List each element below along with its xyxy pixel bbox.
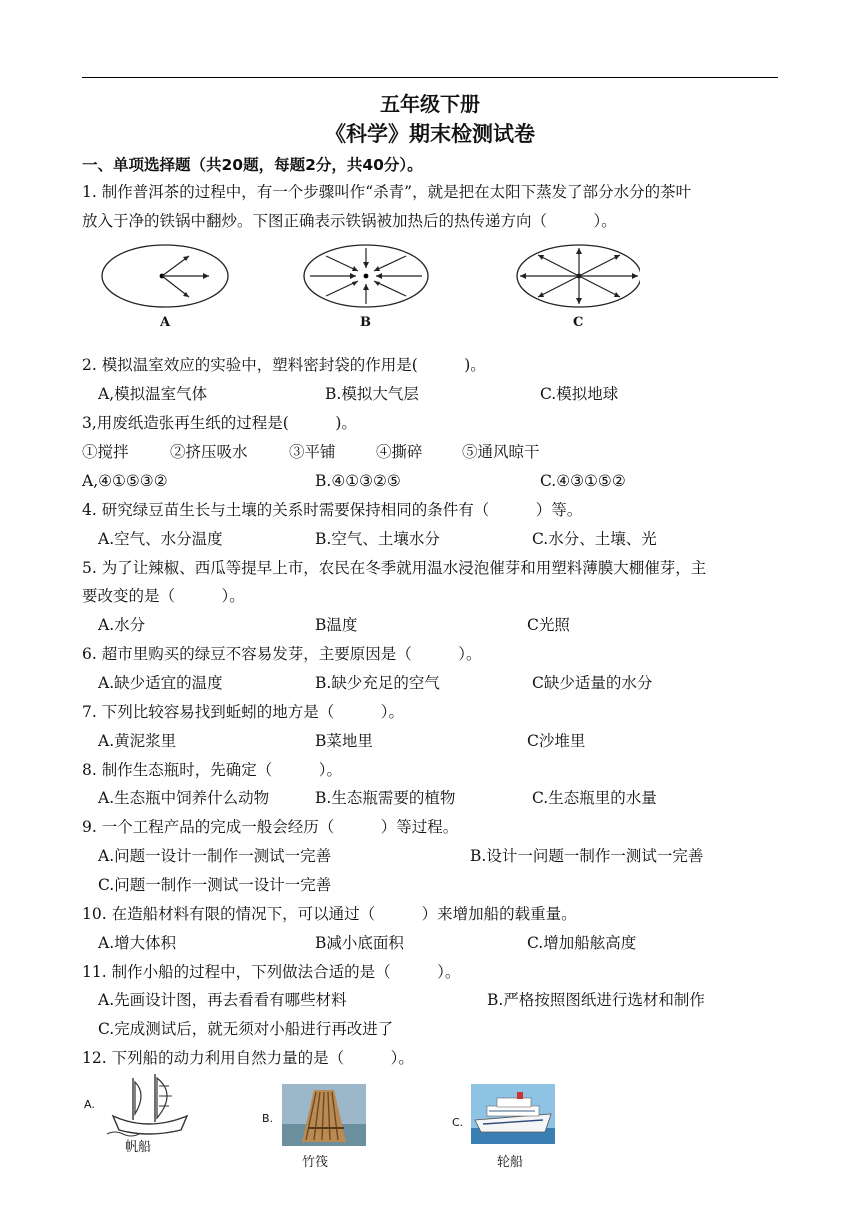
- diagram-c: [517, 245, 640, 307]
- question-11-option-c: C.完成测试后，就无须对小船进行再改进了: [98, 1020, 394, 1038]
- question-10-option-b: B减小底面积: [315, 934, 404, 952]
- diagram-b: [304, 245, 428, 307]
- sailboat-image: [103, 1072, 193, 1138]
- question-5-option-a: A.水分: [98, 616, 146, 634]
- cruise-ship-image: [471, 1084, 555, 1144]
- question-2-stem: 2. 模拟温室效应的实验中，塑料密封袋的作用是( )。: [82, 356, 486, 374]
- question-6-option-b: B.缺少充足的空气: [315, 674, 440, 692]
- question-3-option-a: A,④①⑤③②: [82, 472, 168, 490]
- question-4-option-b: B.空气、土壤水分: [315, 530, 440, 548]
- question-10-option-a: A.增大体积: [98, 934, 177, 952]
- question-9-option-a: A.问题一设计一制作一测试一完善: [98, 847, 332, 865]
- diagram-label-a: A: [160, 315, 171, 330]
- question-10-option-c: C.增加船舷高度: [527, 934, 637, 952]
- question-7-option-b: B菜地里: [315, 732, 373, 750]
- question-4-option-c: C.水分、土壤、光: [532, 530, 657, 548]
- question-2-option-c: C.模拟地球: [540, 385, 619, 403]
- top-rule: [82, 77, 778, 78]
- question-3-option-c: C.④③①⑤②: [540, 472, 626, 490]
- question-6-option-c: C缺少适量的水分: [532, 674, 653, 692]
- question-3-step-2: ②挤压吸水: [170, 443, 248, 461]
- question-3-step-4: ④撕碎: [376, 443, 423, 461]
- question-7-option-c: C沙堆里: [527, 732, 586, 750]
- cruise-ship-caption: 轮船: [497, 1155, 524, 1170]
- section-heading: 一、单项选择题（共20题，每题2分，共40分）。: [82, 156, 423, 174]
- question-8-option-c: C.生态瓶里的水量: [532, 789, 657, 807]
- sailboat-caption: 帆船: [125, 1140, 152, 1155]
- bamboo-raft-image: [282, 1084, 366, 1146]
- diagram-label-c: C: [573, 315, 584, 330]
- question-2-option-b: B.模拟大气层: [325, 385, 419, 403]
- ship-option-letter-a: A.: [84, 1098, 95, 1111]
- question-12-stem: 12. 下列船的动力利用自然力量的是（ ）。: [82, 1049, 414, 1067]
- exam-grade-title: 五年级下册: [380, 92, 480, 116]
- question-8-option-b: B.生态瓶需要的植物: [315, 789, 456, 807]
- question-5-line-1: 5. 为了让辣椒、西瓜等提早上市，农民在冬季就用温水浸泡催芽和用塑料薄膜大棚催芽，主: [82, 559, 707, 577]
- question-4-stem: 4. 研究绿豆苗生长与土壤的关系时需要保持相同的条件有（ ）等。: [82, 501, 583, 519]
- question-1-line-1: 1. 制作普洱茶的过程中，有一个步骤叫作“杀青”，就是把在太阳下蒸发了部分水分的茶叶: [82, 183, 692, 201]
- question-6-option-a: A.缺少适宜的温度: [98, 674, 223, 692]
- question-9-option-c: C.问题一制作一测试一设计一完善: [98, 876, 332, 894]
- question-11-stem: 11. 制作小船的过程中，下列做法合适的是（ ）。: [82, 963, 461, 981]
- question-9-option-b: B.设计一问题一制作一测试一完善: [470, 847, 704, 865]
- question-3-stem: 3,用废纸造张再生纸的过程是( )。: [82, 414, 357, 432]
- question-3-option-b: B.④①③②⑤: [315, 472, 401, 490]
- question-2-option-a: A,模拟温室气体: [98, 385, 208, 403]
- question-10-stem: 10. 在造船材料有限的情况下，可以通过（ ）来增加船的载重量。: [82, 905, 577, 923]
- bamboo-raft-caption: 竹筏: [302, 1155, 329, 1170]
- question-9-stem: 9. 一个工程产品的完成一般会经历（ ）等过程。: [82, 818, 459, 836]
- question-1-line-2: 放入于净的铁锅中翻炒。下图正确表示铁锅被加热后的热传递方向（ ）。: [82, 212, 617, 230]
- question-7-stem: 7. 下列比较容易找到蚯蚓的地方是（ ）。: [82, 703, 404, 721]
- question-3-step-5: ⑤通风晾干: [462, 443, 540, 461]
- ship-option-letter-b: B.: [262, 1112, 274, 1125]
- question-7-option-a: A.黄泥浆里: [98, 732, 177, 750]
- question-8-stem: 8. 制作生态瓶时，先确定（ ）。: [82, 761, 342, 779]
- question-4-option-a: A.空气、水分温度: [98, 530, 223, 548]
- question-8-option-a: A.生态瓶中饲养什么动物: [98, 789, 270, 807]
- question-3-step-1: ①搅拌: [82, 443, 129, 461]
- question-5-option-b: B温度: [315, 616, 358, 634]
- question-6-stem: 6. 超市里购买的绿豆不容易发芽，主要原因是（ ）。: [82, 645, 482, 663]
- diagram-label-b: B: [360, 315, 371, 330]
- question-11-option-a: A.先画设计图，再去看看有哪些材料: [98, 991, 347, 1009]
- question-5-option-c: C光照: [527, 616, 570, 634]
- diagram-a: [102, 245, 228, 307]
- question-3-step-3: ③平铺: [289, 443, 336, 461]
- ship-option-letter-c: C.: [452, 1116, 464, 1129]
- question-5-line-2: 要改变的是（ ）。: [82, 587, 245, 605]
- question-11-option-b: B.严格按照图纸进行选材和制作: [487, 991, 705, 1009]
- exam-subject-title: 《科学》期末检测试卷: [325, 122, 535, 146]
